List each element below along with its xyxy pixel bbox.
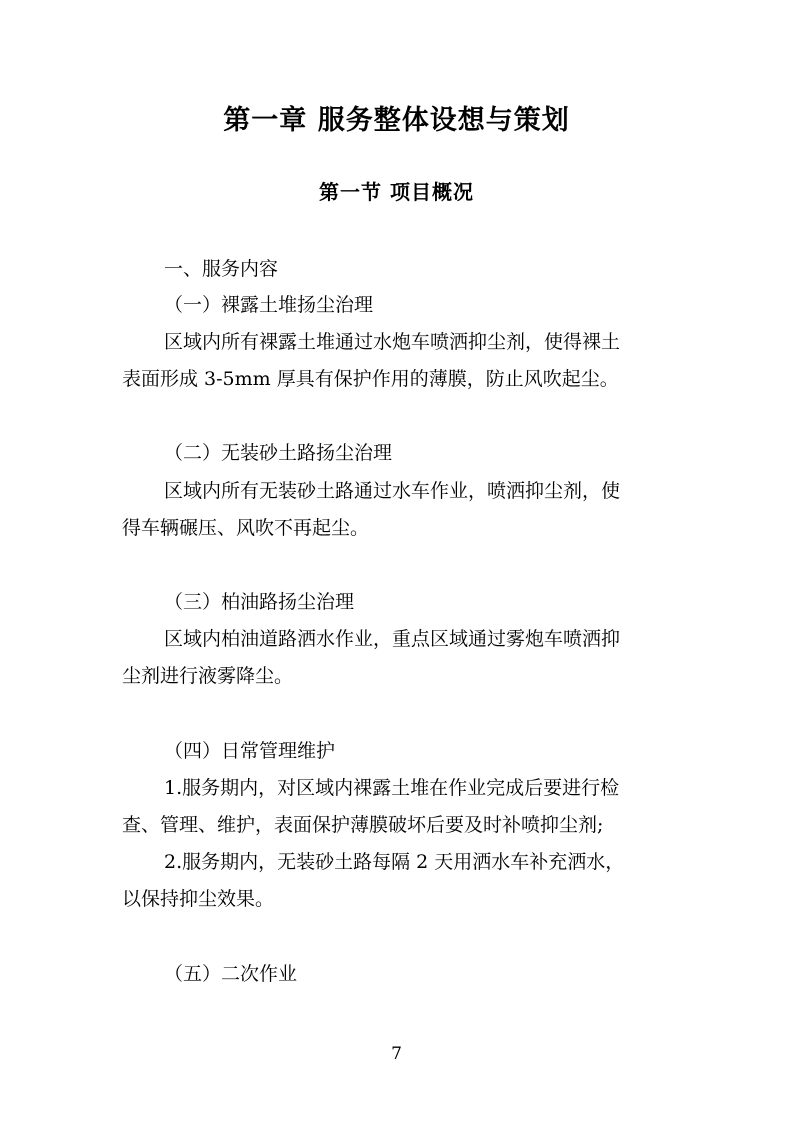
- subsection-4-item-2-line-2: 以保持抑尘效果。: [122, 888, 275, 910]
- subsection-1-title: （一）裸露土堆扬尘治理: [164, 294, 374, 316]
- heading-service-content: 一、服务内容: [164, 258, 279, 280]
- section-title: 第一节 项目概况: [319, 180, 474, 204]
- chapter-title: 第一章 服务整体设想与策划: [223, 105, 570, 136]
- page-number: 7: [391, 1044, 402, 1064]
- subsection-4-title: （四）日常管理维护: [164, 740, 336, 762]
- subsection-4-item-2-line-1: 2.服务期内，无装砂土路每隔 2 天用洒水车补充洒水，: [164, 851, 625, 873]
- subsection-2-paragraph-line-1: 区域内所有无装砂土路通过水车作业，喷洒抑尘剂，使: [164, 480, 621, 502]
- subsection-3-paragraph-line-2: 尘剂进行液雾降尘。: [122, 665, 294, 687]
- subsection-5-title: （五）二次作业: [164, 963, 298, 985]
- subsection-4-item-1-line-2: 查、管理、维护，表面保护薄膜破坏后要及时补喷抑尘剂;: [122, 814, 604, 836]
- subsection-2-title: （二）无装砂土路扬尘治理: [164, 442, 393, 464]
- subsection-2-paragraph-line-2: 得车辆碾压、风吹不再起尘。: [122, 517, 370, 539]
- subsection-4-item-1-line-1: 1.服务期内，对区域内裸露土堆在作业完成后要进行检: [164, 777, 620, 799]
- subsection-3-paragraph-line-1: 区域内柏油道路洒水作业，重点区域通过雾炮车喷洒抑: [164, 628, 621, 650]
- subsection-1-paragraph-line-1: 区域内所有裸露土堆通过水炮车喷洒抑尘剂，使得裸土: [164, 331, 621, 353]
- subsection-1-paragraph-line-2: 表面形成 3-5mm 厚具有保护作用的薄膜，防止风吹起尘。: [122, 368, 619, 390]
- subsection-3-title: （三）柏油路扬尘治理: [164, 591, 355, 613]
